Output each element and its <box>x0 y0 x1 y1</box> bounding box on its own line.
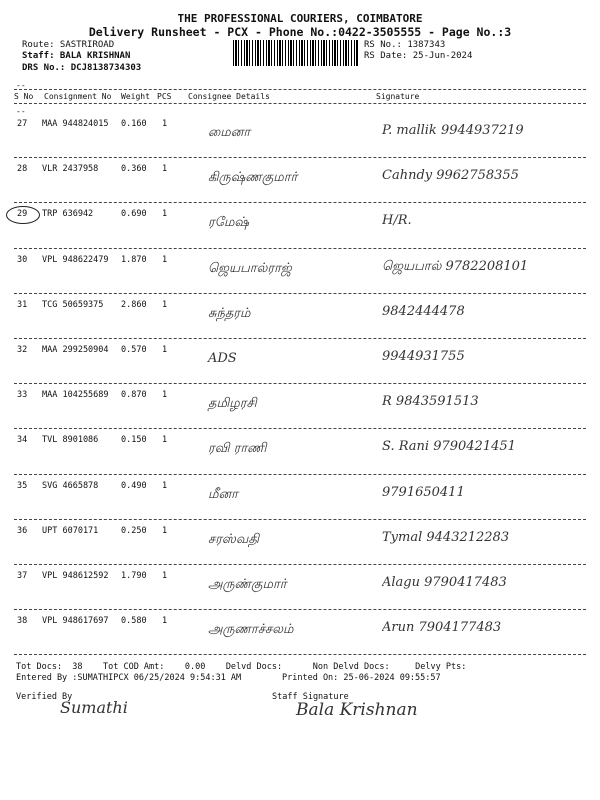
row-pcs: 1 <box>162 390 168 401</box>
top-marker: -- <box>16 81 26 90</box>
row-divider <box>14 293 586 294</box>
row-signature-handwriting: 9791650411 <box>382 484 465 500</box>
row-weight: 1.870 <box>121 254 147 265</box>
divider <box>14 103 586 104</box>
row-weight: 0.580 <box>121 616 147 627</box>
row-divider <box>14 428 586 429</box>
row-weight: 0.490 <box>121 480 147 491</box>
row-pcs: 1 <box>162 254 168 265</box>
row-divider <box>14 609 586 610</box>
row-consignee-handwriting: கிருஷ்ணகுமார் <box>208 170 298 186</box>
row-pcs: 1 <box>162 525 168 536</box>
row-signature-handwriting: 9944931755 <box>382 349 465 364</box>
divider <box>14 89 586 90</box>
row-weight: 0.160 <box>121 119 147 129</box>
printed-on: Printed On: 25-06-2024 09:55:57 <box>282 673 441 683</box>
row-consignment-no: MAA 299250904 <box>42 345 109 355</box>
col-consignee: Consignee Details <box>188 92 270 101</box>
totals-line: Tot Docs: 38 Tot COD Amt: 0.00 Delvd Docs: Non Delvd Docs: Delvy Pts: <box>16 662 467 672</box>
row-weight: 0.690 <box>121 209 147 220</box>
row-pcs: 1 <box>162 164 168 175</box>
row-divider <box>14 564 586 565</box>
row-consignment-no: TCG 50659375 <box>42 299 104 310</box>
route-label: Route: SASTRIROAD <box>22 40 115 50</box>
rs-date: RS Date: 25-Jun-2024 <box>364 51 473 61</box>
row-consignee-handwriting: ரவி ராணி <box>208 441 267 457</box>
row-consignment-no: VLR 2437958 <box>42 164 99 175</box>
barcode-icon <box>233 40 358 66</box>
row-signature-handwriting: 9842444478 <box>382 303 465 319</box>
row-consignment-no: SVG 4665878 <box>42 480 99 491</box>
row-sno: 36 <box>17 525 28 536</box>
row-signature-handwriting: Tymal 9443212283 <box>382 529 510 545</box>
table-row <box>14 477 586 520</box>
row-signature-handwriting: Arun 7904177483 <box>382 620 502 636</box>
row-pcs: 1 <box>162 480 168 491</box>
row-sno: 27 <box>17 119 28 129</box>
col-pcs: PCS <box>157 92 172 101</box>
row-consignee-handwriting: ADS <box>208 351 237 366</box>
row-consignee-handwriting: சரஸ்வதி <box>208 531 259 547</box>
row-pcs: 1 <box>162 209 168 220</box>
row-sno: 38 <box>17 616 28 627</box>
company-title: THE PROFESSIONAL COURIERS, COIMBATORE <box>177 12 423 25</box>
row-sno: 29 <box>17 209 28 220</box>
row-consignment-no: UPT 6070171 <box>42 525 99 536</box>
row-pcs: 1 <box>162 119 168 129</box>
row-weight: 0.360 <box>121 164 147 175</box>
row-divider <box>14 248 586 249</box>
row-consignee-handwriting: சுந்தரம் <box>208 305 251 321</box>
row-weight: 0.150 <box>121 435 147 446</box>
row-weight: 0.570 <box>121 345 147 355</box>
row-pcs: 1 <box>162 299 168 310</box>
rs-number: RS No.: 1387343 <box>364 40 446 50</box>
staff-signature: Bala Krishnan <box>296 700 418 720</box>
col-signature: Signature <box>376 92 420 101</box>
row-consignment-no: TRP 636942 <box>42 209 94 220</box>
entered-by: Entered By :SUMATHIPCX 06/25/2024 9:54:31 AM <box>16 673 242 683</box>
row-consignee-handwriting: அருண்குமார் <box>208 577 287 592</box>
row-consignment-no: TVL 8901086 <box>42 435 99 446</box>
row-divider <box>14 157 586 158</box>
row-signature-handwriting: P. mallik 9944937219 <box>382 123 524 138</box>
row-pcs: 1 <box>162 571 168 581</box>
col-weight: Weight <box>121 92 150 101</box>
row-divider <box>14 654 586 655</box>
row-weight: 0.250 <box>121 525 147 536</box>
staff-signature-label: Staff Signature <box>272 692 349 702</box>
row-signature-handwriting: Cahndy 9962758355 <box>382 168 519 184</box>
drs-label: DRS No.: DCJ8138734303 <box>22 63 142 73</box>
row-sno: 33 <box>17 390 28 401</box>
row-sno: 37 <box>17 571 28 581</box>
row-divider <box>14 474 586 475</box>
staff-label: Staff: BALA KRISHNAN <box>22 51 131 61</box>
row-signature-handwriting: H/R. <box>382 213 412 229</box>
top-marker: -- <box>16 107 26 116</box>
row-consignment-no: VPL 948617697 <box>42 616 109 627</box>
row-signature-handwriting: ஜெயபால் 9782208101 <box>382 258 529 274</box>
row-consignment-no: VPL 948622479 <box>42 254 109 265</box>
row-divider <box>14 202 586 203</box>
row-signature-handwriting: Alagu 9790417483 <box>382 575 507 590</box>
row-sno: 35 <box>17 480 28 491</box>
row-consignment-no: VPL 948612592 <box>42 571 109 581</box>
row-consignee-handwriting: தமிழரசி <box>208 396 257 412</box>
row-pcs: 1 <box>162 435 168 446</box>
row-sno: 28 <box>17 164 28 175</box>
col-sno: S No <box>14 92 34 101</box>
row-divider <box>14 383 586 384</box>
row-consignee-handwriting: ஜெயபால்ராஜ் <box>208 260 292 276</box>
verified-signature: Sumathi <box>60 698 128 717</box>
row-pcs: 1 <box>162 616 168 627</box>
row-divider <box>14 338 586 339</box>
row-weight: 1.790 <box>121 571 147 581</box>
row-weight: 0.870 <box>121 390 147 401</box>
runsheet-subtitle: Delivery Runsheet - PCX - Phone No.:0422-3505555 - Page No.:3 <box>88 25 512 39</box>
row-sno: 30 <box>17 254 28 265</box>
row-sno: 32 <box>17 345 28 355</box>
verified-by-label: Verified By <box>16 692 73 702</box>
row-consignment-no: MAA 104255689 <box>42 390 109 401</box>
row-consignee-handwriting: மீனா <box>208 486 238 502</box>
row-consignment-no: MAA 944824015 <box>42 119 109 129</box>
row-sno: 34 <box>17 435 28 446</box>
row-signature-handwriting: S. Rani 9790421451 <box>382 439 516 455</box>
row-pcs: 1 <box>162 345 168 355</box>
row-consignee-handwriting: அருணாச்சலம் <box>208 622 294 638</box>
col-consignment-no: Consignment No <box>44 92 112 101</box>
row-consignee-handwriting: மைனா <box>208 125 251 140</box>
row-divider <box>14 519 586 520</box>
circle-mark <box>6 206 40 224</box>
row-weight: 2.860 <box>121 299 147 310</box>
table-row <box>14 205 586 248</box>
row-consignee-handwriting: ரமேஷ் <box>208 215 249 231</box>
row-sno: 31 <box>17 299 28 310</box>
row-signature-handwriting: R 9843591513 <box>382 394 479 410</box>
